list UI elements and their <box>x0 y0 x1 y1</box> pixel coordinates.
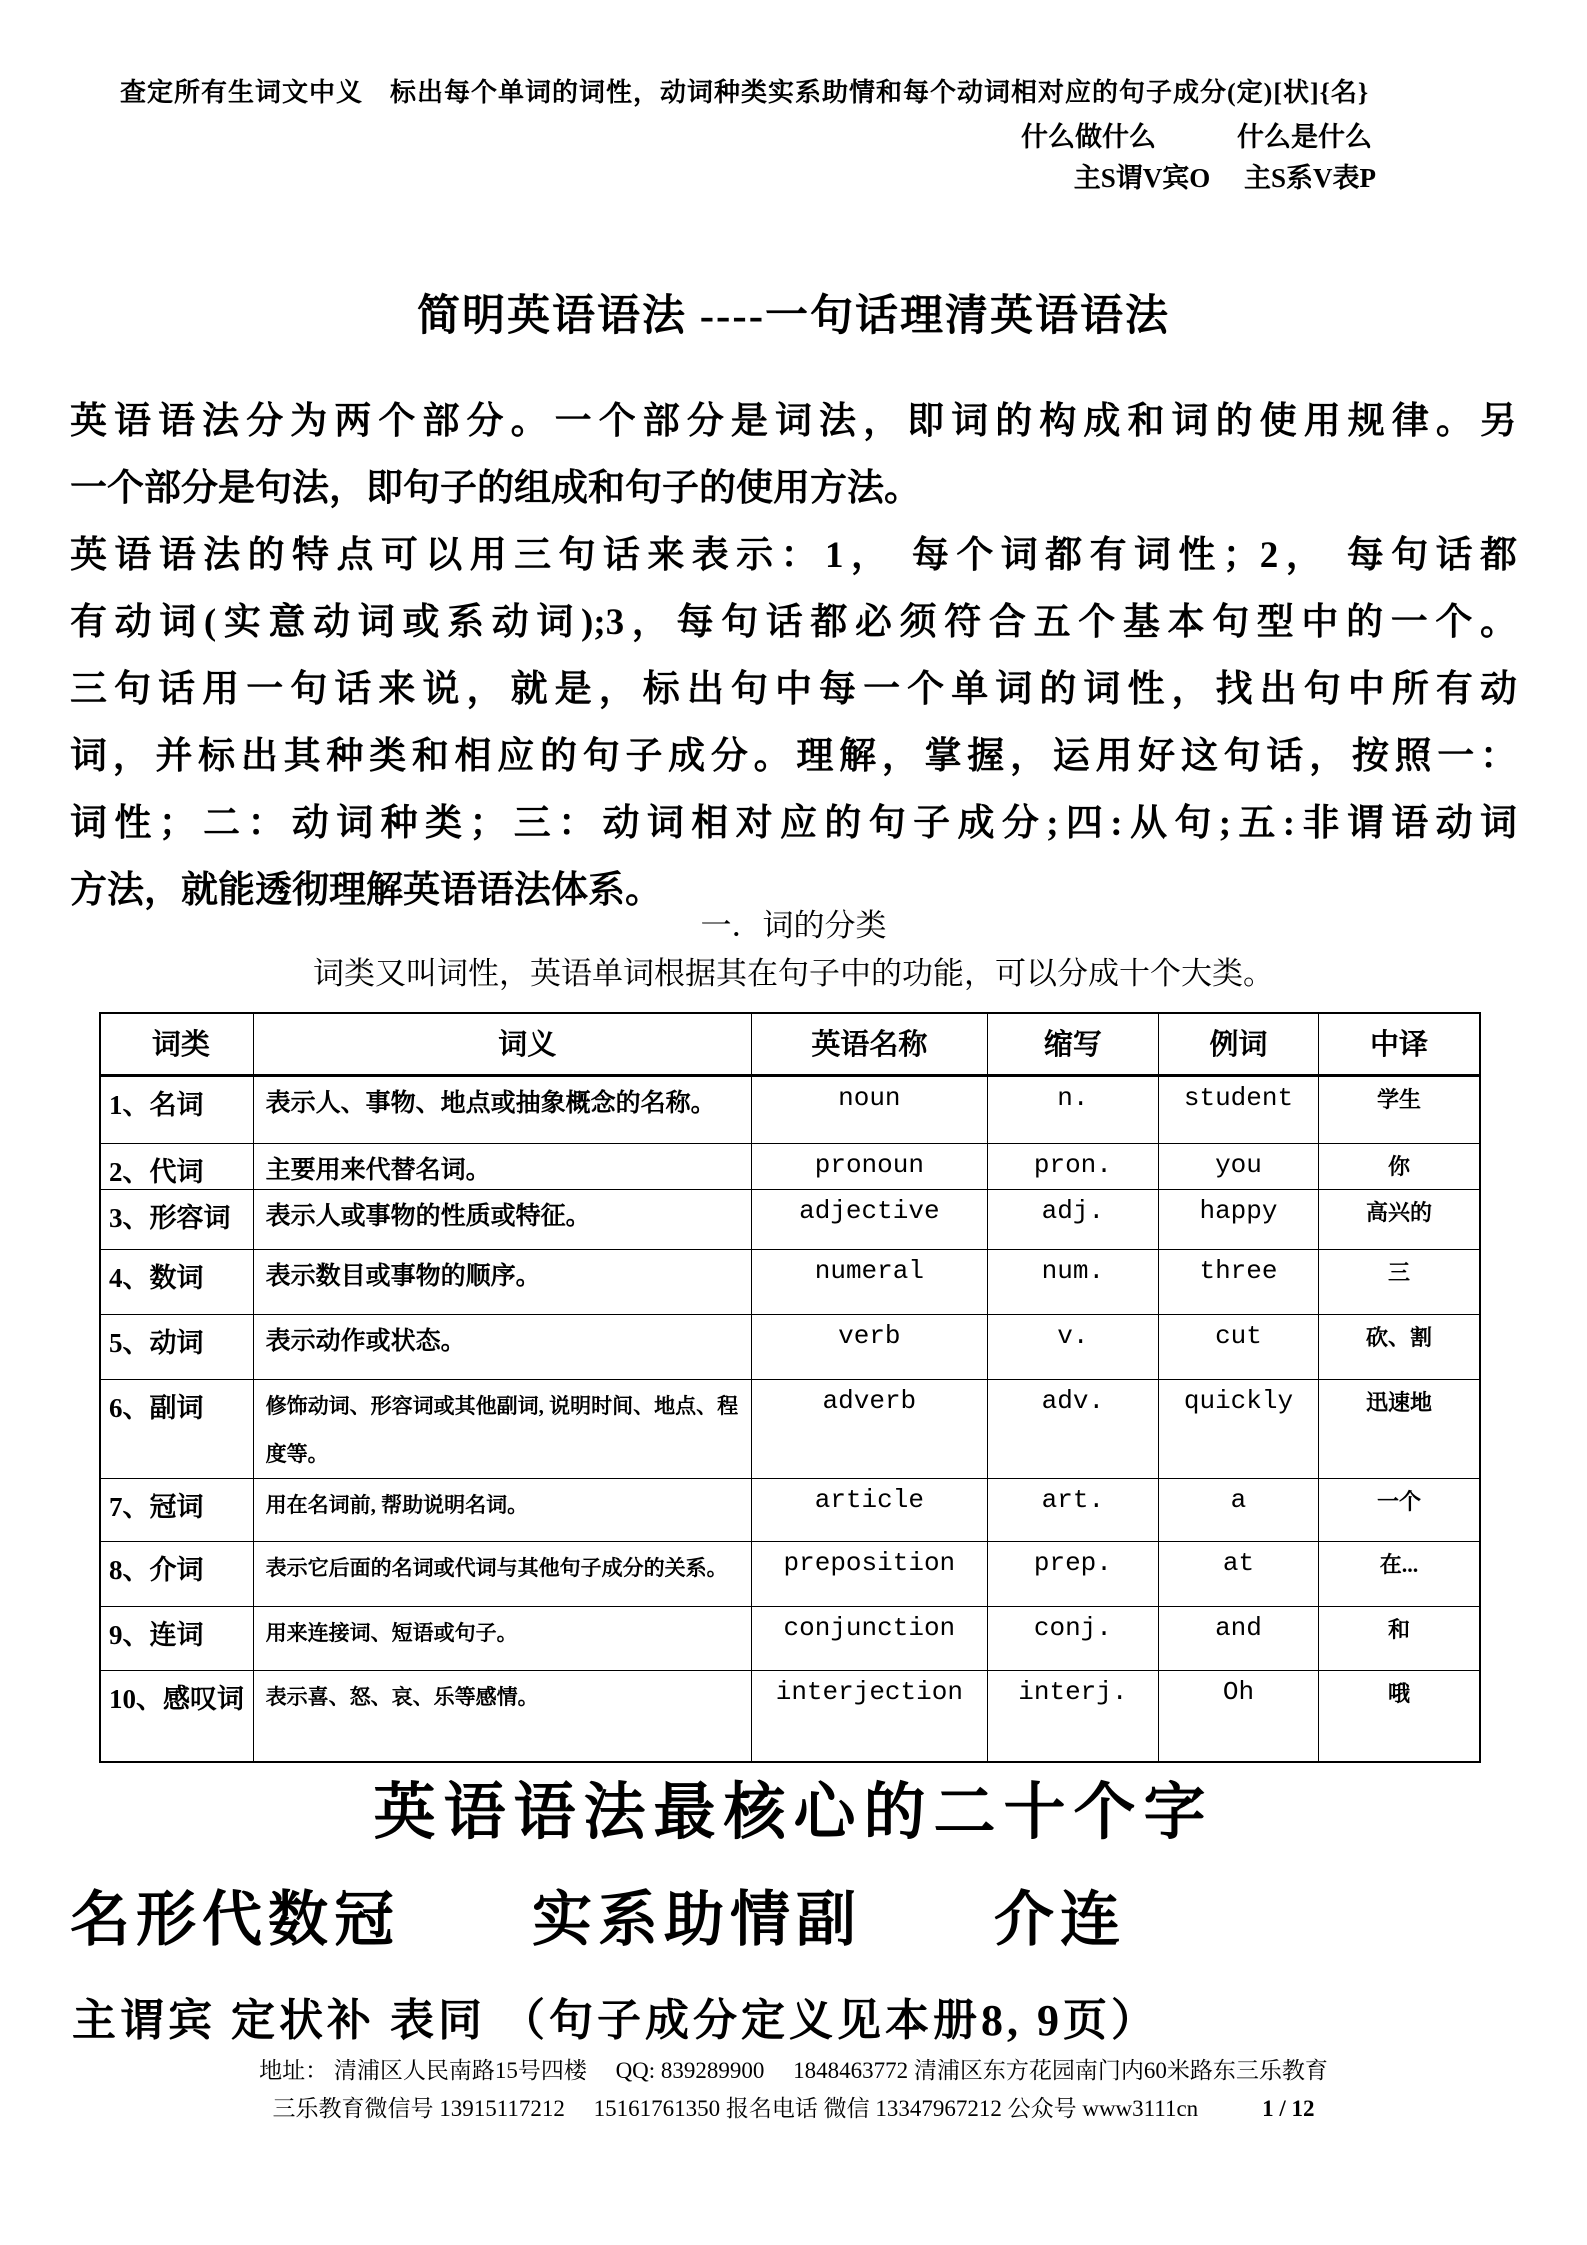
table-cell: at <box>1158 1541 1318 1606</box>
table-cell: 表示它后面的名词或代词与其他句子成分的关系。 <box>253 1541 751 1606</box>
table-cell: 7、冠词 <box>100 1478 253 1541</box>
table-row <box>100 1670 1480 1762</box>
table-cell: Oh <box>1158 1670 1318 1762</box>
table-cell: v. <box>987 1314 1158 1379</box>
table-cell: 表示人或事物的性质或特征。 <box>253 1189 751 1249</box>
table-cell: conjunction <box>751 1606 987 1670</box>
table-cell: 表示数目或事物的顺序。 <box>253 1249 751 1314</box>
table-cell: a <box>1158 1478 1318 1541</box>
table-cell: interj. <box>987 1670 1158 1762</box>
table-cell: 表示喜、怒、哀、乐等感情。 <box>253 1670 751 1762</box>
section-subheading: 词类又叫词性，英语单词根据其在句子中的功能，可以分成十个大类。 <box>313 956 1274 991</box>
table-cell: 1、名词 <box>100 1075 253 1143</box>
table-cell: 5、动词 <box>100 1314 253 1379</box>
table-row <box>100 1143 1480 1189</box>
table-cell: student <box>1158 1075 1318 1143</box>
table-cell: num. <box>987 1249 1158 1314</box>
core-chars-line-2: 主谓宾 定状补 表同 （句子成分定义见本册8, 9页） <box>72 1996 1159 2045</box>
parts-of-speech-table <box>99 1012 1481 1763</box>
table-cell: quickly <box>1158 1379 1318 1478</box>
table-cell: interjection <box>751 1670 987 1762</box>
footer-contact-line <box>0 2090 1587 2123</box>
table-cell: pron. <box>987 1143 1158 1189</box>
table-cell: n. <box>987 1075 1158 1143</box>
body-text <box>70 388 1517 924</box>
table-cell: adj. <box>987 1189 1158 1249</box>
table-cell: cut <box>1158 1314 1318 1379</box>
table-header-cell: 中译 <box>1319 1013 1480 1075</box>
table-cell: 10、感叹词 <box>100 1670 253 1762</box>
table-cell: 哦 <box>1319 1670 1480 1762</box>
table-row <box>100 1249 1480 1314</box>
table-cell: preposition <box>751 1541 987 1606</box>
top-annotation <box>120 72 1440 195</box>
table-row <box>100 1379 1480 1478</box>
table-cell: 4、数词 <box>100 1249 253 1314</box>
table-cell: three <box>1158 1249 1318 1314</box>
table-cell: you <box>1158 1143 1318 1189</box>
footer-contact-text: 三乐教育微信号 13915117212 15161761350 报名电话 微信 13347967212 公众号 www3111cn <box>272 2096 1199 2121</box>
body-line: 英语语法的特点可以用三句话来表示：1， 每个词都有词性；2， 每句话都 <box>70 535 1517 576</box>
table-cell: happy <box>1158 1189 1318 1249</box>
table-cell: 8、介词 <box>100 1541 253 1606</box>
table-cell: pronoun <box>751 1143 987 1189</box>
table-cell: article <box>751 1478 987 1541</box>
table-cell: 和 <box>1319 1606 1480 1670</box>
table-cell: conj. <box>987 1606 1158 1670</box>
core-twenty-chars-heading: 英语语法最核心的二十个字 <box>373 1779 1214 1847</box>
table-row <box>100 1075 1480 1143</box>
table-row <box>100 1541 1480 1606</box>
table-row <box>100 1189 1480 1249</box>
body-line: 方法，就能透彻理解英语语法体系。 <box>70 870 662 911</box>
table-cell: 修饰动词、形容词或其他副词, 说明时间、地点、程度等。 <box>253 1379 751 1478</box>
table-header-row <box>100 1013 1480 1075</box>
table-cell: and <box>1158 1606 1318 1670</box>
body-line: 词性；二：动词种类；三：动词相对应的句子成分;四:从句;五:非谓语动词 <box>70 803 1517 844</box>
table-cell: 主要用来代替名词。 <box>253 1143 751 1189</box>
table-cell: noun <box>751 1075 987 1143</box>
table-header-cell: 词类 <box>100 1013 253 1075</box>
table-cell: 在... <box>1319 1541 1480 1606</box>
table-row <box>100 1606 1480 1670</box>
body-line: 三句话用一句话来说，就是，标出句中每一个单词的词性，找出句中所有动 <box>70 669 1517 710</box>
table-cell: adjective <box>751 1189 987 1249</box>
footer-address-line: 地址： 清浦区人民南路15号四楼 QQ: 839289900 1848463772 清浦区东方花园南门内60米路东三乐教育 <box>259 2058 1328 2083</box>
table-cell: adverb <box>751 1379 987 1478</box>
table-cell: 表示动作或状态。 <box>253 1314 751 1379</box>
table-cell: 用在名词前, 帮助说明名词。 <box>253 1478 751 1541</box>
body-line: 英语语法分为两个部分。一个部分是词法，即词的构成和词的使用规律。另 <box>70 401 1517 442</box>
table-cell: 表示人、事物、地点或抽象概念的名称。 <box>253 1075 751 1143</box>
table-cell: prep. <box>987 1541 1158 1606</box>
table-cell: art. <box>987 1478 1158 1541</box>
table-cell: 6、副词 <box>100 1379 253 1478</box>
table-cell: 高兴的 <box>1319 1189 1480 1249</box>
table-header-cell: 英语名称 <box>751 1013 987 1075</box>
body-line: 词，并标出其种类和相应的句子成分。理解，掌握，运用好这句话，按照一： <box>70 736 1517 777</box>
page-title: 简明英语语法 ----一句话理清英语语法 <box>416 293 1171 340</box>
table-cell: 三 <box>1319 1249 1480 1314</box>
table-cell: 学生 <box>1319 1075 1480 1143</box>
table-header-cell: 缩写 <box>987 1013 1158 1075</box>
table-cell: 你 <box>1319 1143 1480 1189</box>
annotation-line-1: 查定所有生词文中义 标出每个单词的词性，动词种类实系助情和每个动词相对应的句子成分(定)[状]{名} <box>120 78 1370 107</box>
annotation-line-3: 主S谓V宾O 主S系V表P <box>1073 163 1376 193</box>
table-cell: adv. <box>987 1379 1158 1478</box>
table-cell: 2、代词 <box>100 1143 253 1189</box>
table-row <box>100 1478 1480 1541</box>
core-chars-line-1: 名形代数冠 实系助情副 介连 <box>70 1887 1126 1953</box>
annotation-line-2: 什么做什么 什么是什么 <box>1021 122 1372 152</box>
table-header-cell: 例词 <box>1158 1013 1318 1075</box>
table-cell: 迅速地 <box>1319 1379 1480 1478</box>
page-number: 1 / 12 <box>1262 2096 1315 2121</box>
table-row <box>100 1314 1480 1379</box>
table-cell: 砍、割 <box>1319 1314 1480 1379</box>
table-cell: 9、连词 <box>100 1606 253 1670</box>
table-cell: numeral <box>751 1249 987 1314</box>
table-cell: verb <box>751 1314 987 1379</box>
table-cell: 3、形容词 <box>100 1189 253 1249</box>
section-heading: 一．词的分类 <box>700 908 887 943</box>
body-line: 有动词(实意动词或系动词);3，每句话都必须符合五个基本句型中的一个。 <box>70 602 1517 643</box>
table-cell: 用来连接词、短语或句子。 <box>253 1606 751 1670</box>
table-cell: 一个 <box>1319 1478 1480 1541</box>
table-header-cell: 词义 <box>253 1013 751 1075</box>
body-line: 一个部分是句法，即句子的组成和句子的使用方法。 <box>70 468 921 509</box>
